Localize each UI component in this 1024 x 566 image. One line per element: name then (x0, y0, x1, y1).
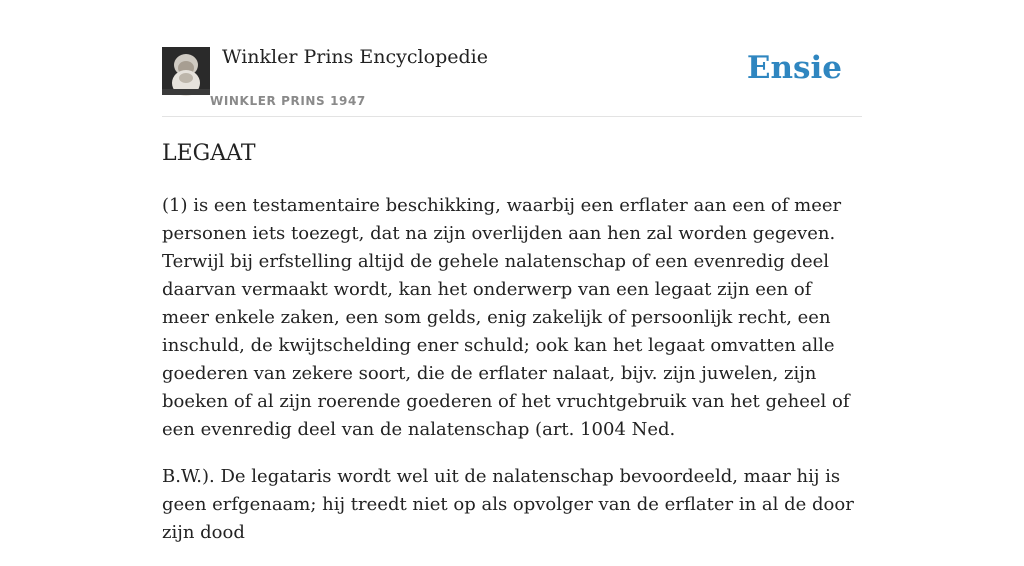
header (162, 46, 862, 117)
article-paragraph: B.W.). De legataris wordt wel uit de nalatenschap bevoordeeld, maar hij is geen erfgenaam; hij treedt niet op als opvolger van de erflater in al de door zijn dood (162, 466, 854, 543)
entry-title: LEGAAT (162, 141, 256, 166)
article-body (162, 192, 862, 566)
edition-label[interactable]: WINKLER PRINS 1947 (210, 94, 366, 108)
article-paragraph: (1) is een testamentaire beschikking, waarbij een erflater aan een of meer personen iets toezegt, dat na zijn overlijden aan hen zal worden gegeven. Terwijl bij erfstelling altijd de gehele nalatenschap of een evenredig deel daarvan vermaakt wordt, kan het onderwerp van een legaat zijn een of meer enkele zaken, een som gelds, enig zakelijk of persoonlijk recht, een inschuld, de kwijtschelding ener schuld; ook kan het legaat omvatten alle goederen van zekere soort, die de erflater nalaat, bijv. zijn juwelen, zijn boeken of al zijn roerende goederen of het vruchtgebruik van het geheel of een evenredig deel van de nalatenschap (art. 1004 Ned. (162, 195, 850, 440)
source-title[interactable]: Winkler Prins Encyclopedie (222, 46, 488, 68)
portrait-avatar-icon[interactable] (162, 47, 210, 95)
ensie-logo[interactable]: Ensie (746, 50, 842, 86)
portrait-avatar-svg (162, 47, 210, 95)
